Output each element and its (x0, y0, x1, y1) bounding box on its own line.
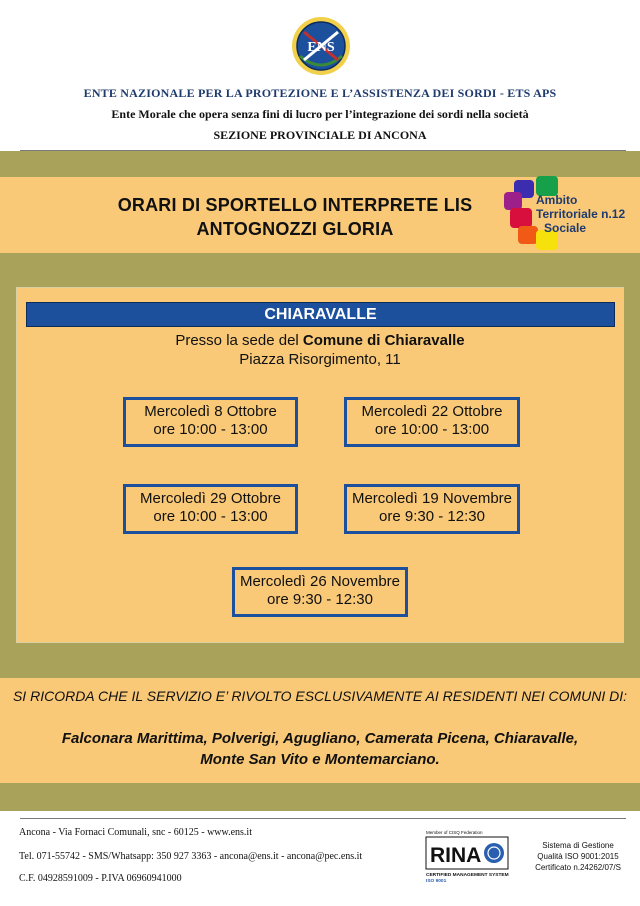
location-address-line-1 (0, 332, 640, 349)
schedule-slot (123, 484, 298, 534)
schedule-slot (344, 484, 520, 534)
ens-logo-icon (290, 16, 352, 76)
footer-address: Ancona - Via Fornaci Comunali, snc - 60125 - www.ens.it (19, 827, 252, 838)
slot-date: Mercoledì 29 Ottobre (140, 490, 281, 507)
slot-date: Mercoledì 19 Novembre (351, 490, 513, 507)
cert-line-3: Certificato n.24262/07/S (535, 863, 621, 872)
svg-text:ENS: ENS (307, 40, 335, 55)
slot-time: ore 9:30 - 12:30 (267, 591, 373, 608)
letterhead (0, 0, 640, 150)
notice-municipalities-line-1: Falconara Marittima, Polverigi, Agugliano, Camerata Picena, Chiaravalle, (61, 730, 579, 747)
footer-contacts: Tel. 071-55742 - SMS/Whatsapp: 350 927 3363 - ancona@ens.it - ancona@pec.ens.it (19, 851, 363, 862)
footer-tax-ids: C.F. 04928591009 - P.IVA 06960941000 (19, 873, 182, 884)
ambito-line-2: Territoriale n.12 (536, 207, 626, 221)
location-prefix: Presso la sede del (175, 332, 303, 349)
svg-text:CERTIFIED MANAGEMENT SYSTEM: CERTIFIED MANAGEMENT SYSTEM (426, 873, 509, 878)
location-address-line-2: Piazza Risorgimento, 11 (239, 351, 401, 368)
slot-time: ore 10:00 - 13:00 (153, 421, 268, 438)
notice-heading: SI RICORDA CHE IL SERVIZIO E’ RIVOLTO ESCLUSIVAMENTE AI RESIDENTI NEI COMUNI DI: (12, 688, 628, 704)
cert-line-1: Sistema di Gestione (542, 841, 614, 850)
footer-divider (20, 818, 626, 819)
cert-line-2: Qualità ISO 9001:2015 (537, 852, 619, 861)
svg-text:ISO 9001: ISO 9001 (426, 879, 447, 884)
interpreter-name: ANTOGNOZZI GLORIA (196, 219, 394, 239)
slot-date: Mercoledì 8 Ottobre (144, 403, 277, 420)
organization-name: ENTE NAZIONALE PER LA PROTEZIONE E L’ASSISTENZA DEI SORDI - ETS APS (83, 86, 557, 100)
slot-date: Mercoledì 26 Novembre (239, 573, 401, 590)
organization-section: SEZIONE PROVINCIALE DI ANCONA (213, 128, 427, 142)
slot-date: Mercoledì 22 Ottobre (361, 403, 503, 420)
notice-municipalities-line-2: Monte San Vito e Montemarciano. (200, 751, 440, 768)
svg-text:RINA: RINA (430, 844, 482, 867)
location-name-bar: CHIARAVALLE (26, 302, 615, 327)
schedule-slot (123, 397, 298, 447)
schedule-slot (232, 567, 408, 617)
location-venue: Comune di Chiaravalle (302, 332, 465, 349)
quality-certificate (520, 840, 636, 873)
page-title: ORARI DI SPORTELLO INTERPRETE LIS (117, 195, 473, 215)
rina-certification-logo-icon (424, 828, 510, 884)
ambito-line-3: Sociale (544, 221, 587, 235)
slot-time: ore 10:00 - 13:00 (374, 421, 490, 438)
organization-subtitle: Ente Morale che opera senza fini di lucro per l’integrazione dei sordi nella società (111, 107, 529, 121)
slot-time: ore 10:00 - 13:00 (153, 508, 268, 525)
ambito-territoriale-label (536, 193, 640, 235)
schedule-slot (344, 397, 520, 447)
ambito-line-1: Ambito (536, 193, 578, 207)
svg-text:Member of CISQ Federation: Member of CISQ Federation (426, 830, 483, 835)
slot-time: ore 9:30 - 12:30 (379, 508, 485, 525)
